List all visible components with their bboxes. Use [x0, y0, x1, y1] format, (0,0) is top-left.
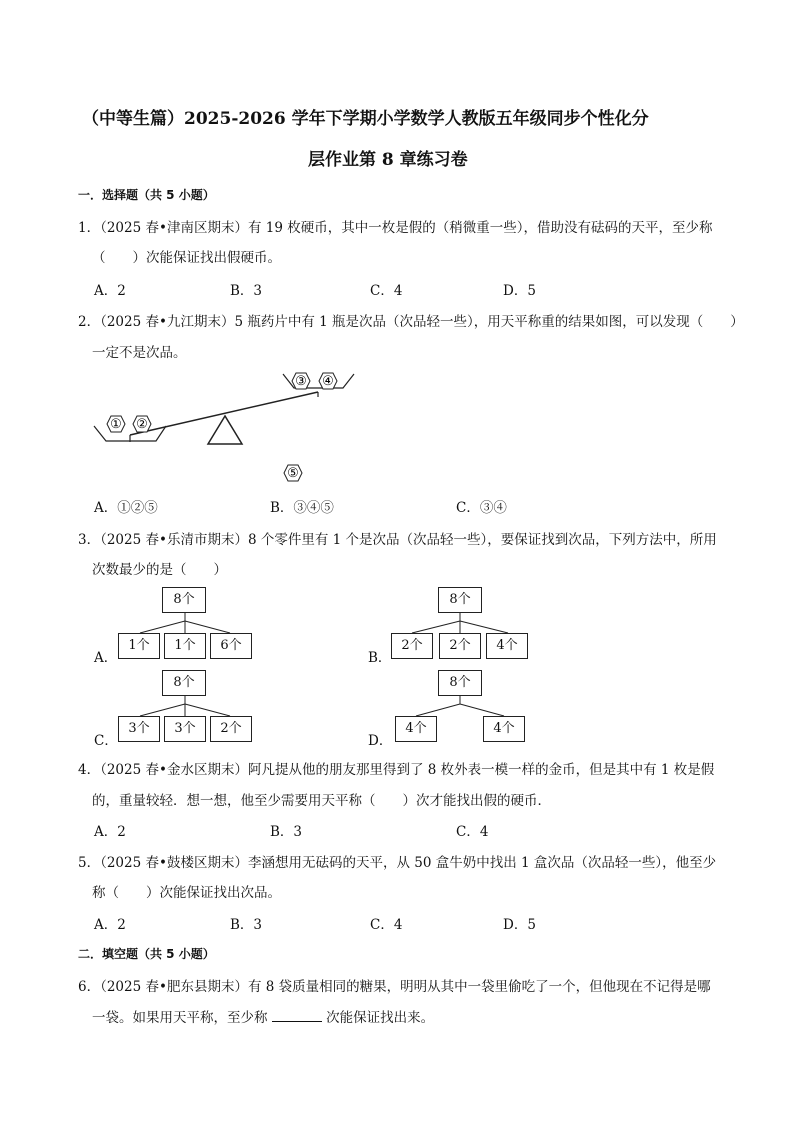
question-5-line1: 5．（2025 春•鼓楼区期末）李涵想用无砝码的天平，从 50 盒牛奶中找出 1 盒次品（次品轻一些），他至少	[78, 855, 717, 871]
question-5-line2: 称（ ）次能保证找出次品。	[92, 885, 281, 901]
q3-tree-b-root: 8个	[438, 587, 482, 613]
svg-text:②: ②	[136, 417, 148, 432]
q1-option-c: C．4	[370, 283, 403, 299]
q5-option-a: A．2	[94, 917, 126, 933]
q3-tree-a-child-2: 1个	[164, 633, 206, 659]
question-1-line1: 1．（2025 春•津南区期末）有 19 枚硬币，其中一枚是假的（稍微重一些），借助没有砝码的天平，至少称	[78, 220, 713, 236]
bottle-2-icon	[133, 416, 151, 432]
question-6-text-before: 一袋。如果用天平称，至少称	[92, 1010, 268, 1026]
question-2-line2: 一定不是次品。	[92, 345, 187, 361]
question-3-line2: 次数最少的是（ ）	[92, 562, 227, 578]
q5-option-d: D．5	[503, 917, 536, 933]
q2-option-b: B．③④⑤	[270, 500, 334, 516]
question-6-line1: 6．（2025 春•肥东县期末）有 8 袋质量相同的糖果，明明从其中一袋里偷吃了一个，但他现在不记得是哪	[78, 979, 711, 995]
q2-option-a: A．①②⑤	[94, 500, 158, 516]
bottle-1-icon	[107, 416, 125, 432]
q3-tree-c-child-1: 3个	[118, 716, 160, 742]
q3-tree-d-child-1: 4个	[395, 716, 437, 742]
q3-tree-a-root: 8个	[162, 587, 206, 613]
q3-tree-b-child-2: 2个	[439, 633, 481, 659]
question-4-line1: 4．（2025 春•金水区期末）阿凡提从他的朋友那里得到了 8 枚外表一模一样的金币，但是其中有 1 枚是假	[78, 762, 715, 778]
section-heading-fill: 二．填空题（共 5 小题）	[78, 947, 215, 961]
bottle-5-icon	[284, 465, 302, 481]
page-title-line1: （中等生篇）2025-2026 学年下学期小学数学人教版五年级同步个性化分	[82, 109, 649, 129]
question-6-line2	[92, 1006, 434, 1026]
q5-option-c: C．4	[370, 917, 403, 933]
q1-option-a: A．2	[94, 283, 126, 299]
svg-text:①: ①	[110, 417, 122, 432]
q3-tree-d-root: 8个	[438, 670, 482, 696]
q3-option-c-label: C．	[94, 733, 118, 749]
question-2-line1: 2．（2025 春•九江期末）5 瓶药片中有 1 瓶是次品（次品轻一些），用天平称重的结果如图，可以发现（ ）	[78, 314, 744, 330]
q3-tree-c-child-2: 3个	[164, 716, 206, 742]
question-3-line1: 3．（2025 春•乐清市期末）8 个零件里有 1 个是次品（次品轻一些），要保证找到次品，下列方法中，所用	[78, 532, 717, 548]
answer-blank[interactable]	[272, 1009, 322, 1022]
q3-option-d-label: D．	[368, 733, 393, 749]
q3-option-b-label: B．	[368, 650, 392, 666]
q5-option-b: B．3	[230, 917, 263, 933]
q3-tree-b-child-3: 4个	[486, 633, 528, 659]
q3-tree-c-child-3: 2个	[210, 716, 252, 742]
q3-tree-d-child-2: 4个	[483, 716, 525, 742]
q3-tree-a-child-1: 1个	[118, 633, 160, 659]
svg-text:④: ④	[322, 374, 334, 389]
question-4-line2: 的，重量较轻．想一想，他至少需要用天平称（ ）次才能找出假的硬币．	[92, 793, 551, 809]
q3-option-a-label: A．	[94, 650, 118, 666]
q4-option-c: C．4	[456, 824, 489, 840]
q3-tree-a-child-3: 6个	[210, 633, 252, 659]
balance-scale-figure	[80, 362, 380, 487]
q3-tree-c-root: 8个	[162, 670, 206, 696]
fulcrum-triangle	[208, 416, 242, 444]
question-6-text-after: 次能保证找出来。	[326, 1010, 435, 1026]
bottle-4-icon	[319, 373, 337, 389]
svg-text:③: ③	[295, 374, 307, 389]
q1-option-d: D．5	[503, 283, 536, 299]
page-title-line2: 层作业第 8 章练习卷	[308, 150, 468, 170]
section-heading-choice: 一．选择题（共 5 小题）	[78, 188, 215, 202]
q1-option-b: B．3	[230, 283, 263, 299]
q3-tree-b-child-1: 2个	[391, 633, 433, 659]
question-1-line2: （ ）次能保证找出假硬币。	[92, 250, 281, 266]
q4-option-a: A．2	[94, 824, 126, 840]
q2-option-c: C．③④	[456, 500, 507, 516]
q4-option-b: B．3	[270, 824, 303, 840]
svg-text:⑤: ⑤	[287, 466, 299, 481]
bottle-3-icon	[292, 373, 310, 389]
